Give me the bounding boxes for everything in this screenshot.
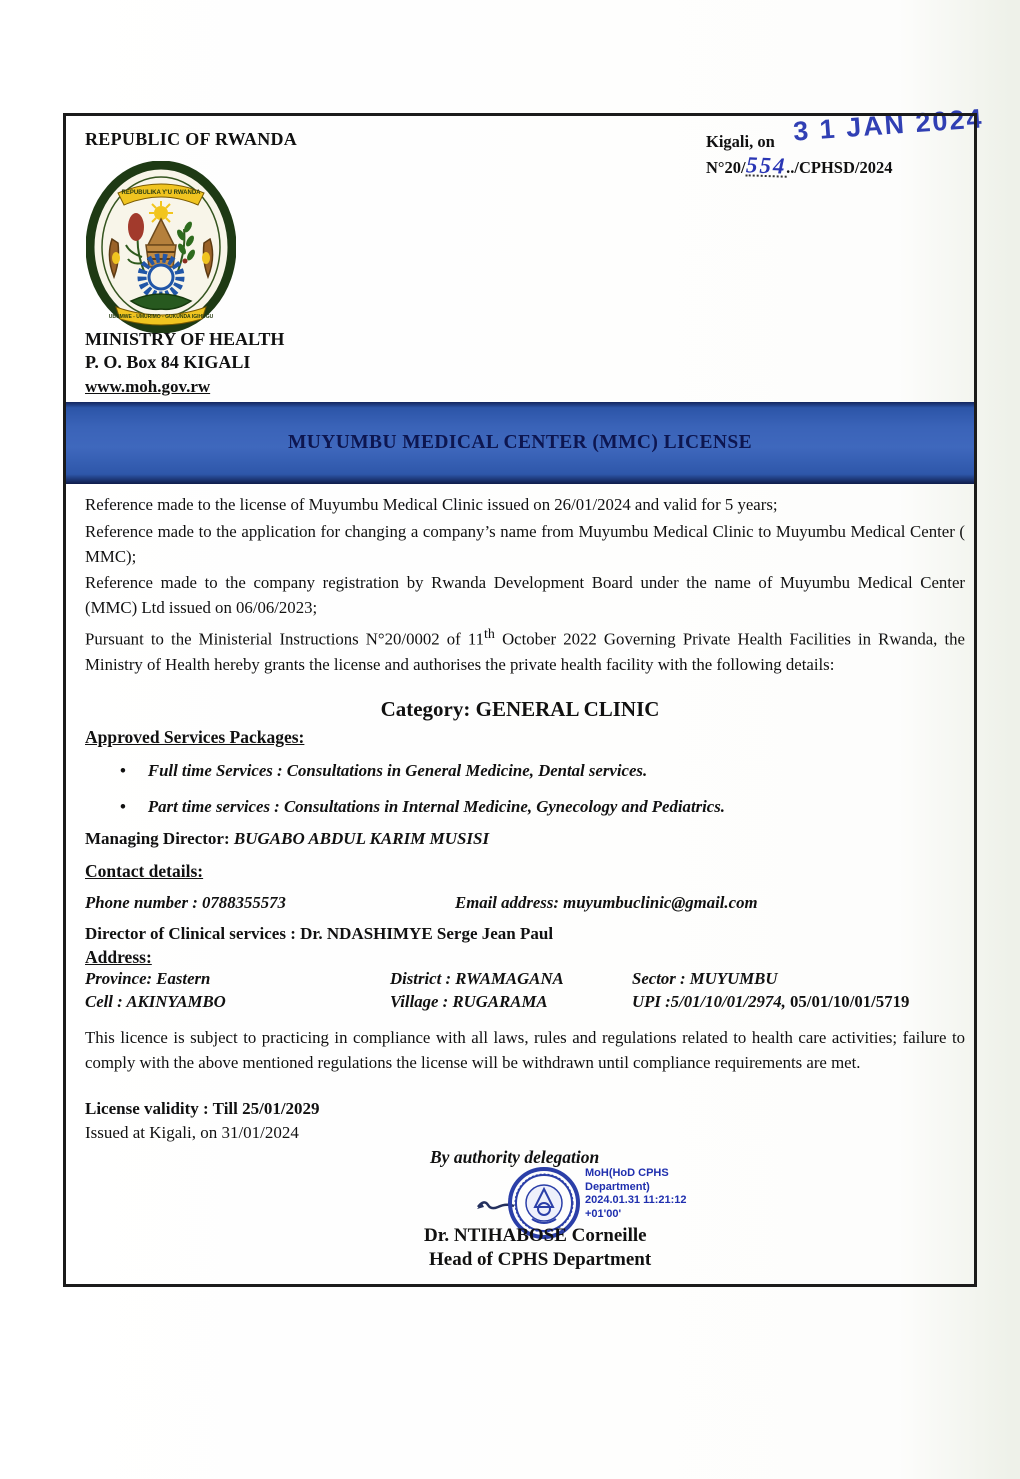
reference-paragraph-3: Reference made to the company registration by Rwanda Development Board under the name of Muyumbu Medical Center (MMC) Ltd issued on 06/06/2023;	[85, 573, 965, 617]
digital-signature-line-2: Department)	[585, 1180, 650, 1193]
digital-signature-line-4: +01'00'	[585, 1207, 622, 1220]
compliance-paragraph: This licence is subject to practicing in compliance with all laws, rules and regulations related to health care activities; failure to comply with the above mentioned regulations the license will be withdrawn until compliance requirements are met.	[85, 1028, 965, 1072]
reference-number-prefix: N°20/	[706, 158, 746, 177]
pursuant-text-post: October 2022 Governing Private Health Facilities in Rwanda, the Ministry of Health hereby grants the license and authorises the private health facility with the following details:	[85, 629, 965, 674]
issued-at-line: Issued at Kigali, on 31/01/2024	[85, 1123, 299, 1142]
kigali-on-label: Kigali, on	[706, 132, 775, 151]
digital-signature-text	[585, 1167, 687, 1221]
reference-paragraph-2: Reference made to the application for changing a company’s name from Muyumbu Medical Clinic to Muyumbu Medical Center ( MMC);	[85, 522, 965, 566]
republic-heading: REPUBLIC OF RWANDA	[85, 129, 298, 149]
reference-number-handwritten: 554	[745, 152, 787, 179]
address-upi-first: UPI :5/01/10/01/2974,	[632, 992, 786, 1011]
category-heading: Category: GENERAL CLINIC	[380, 697, 660, 721]
signatory-title: Head of CPHS Department	[429, 1249, 652, 1270]
reference-number-suffix: ../CPHSD/2024	[786, 158, 893, 177]
license-title: MUYUMBU MEDICAL CENTER (MMC) LICENSE	[288, 432, 752, 453]
contact-details-heading: Contact details:	[85, 861, 204, 881]
by-authority-line: By authority delegation	[430, 1147, 600, 1167]
phone-number-line: Phone number : 0788355573	[85, 893, 286, 912]
digital-signature-line-3: 2024.01.31 11:21:12	[585, 1194, 687, 1206]
address-heading: Address:	[85, 947, 152, 967]
po-box-line: P. O. Box 84 KIGALI	[85, 352, 251, 372]
service-item-full-time: • Full time Services : Consultations in General Medicine, Dental services.	[120, 761, 940, 781]
license-validity-line: License validity : Till 25/01/2029	[85, 1099, 320, 1118]
clinical-director-line: Director of Clinical services : Dr. NDASHIMYE Serge Jean Paul	[85, 924, 554, 943]
address-upi-second: 05/01/10/01/5719	[785, 992, 910, 1011]
rwanda-coat-of-arms	[86, 161, 236, 333]
pursuant-text-pre: Pursuant to the Ministerial Instructions N°20/0002 of 11	[85, 629, 485, 649]
managing-director-name: BUGABO ABDUL KARIM MUSISI	[233, 829, 490, 848]
ministry-heading: MINISTRY OF HEALTH	[85, 329, 285, 349]
reference-number	[706, 152, 893, 179]
pursuant-paragraph	[85, 622, 965, 677]
service-item-part-time: • Part time services : Consultations in Internal Medicine, Gynecology and Pediatrics.	[120, 797, 940, 817]
website-link: www.moh.gov.rw	[85, 377, 211, 396]
emblem-top-banner-text: REPUBULIKA Y'U RWANDA	[121, 190, 201, 196]
managing-director-label: Managing Director:	[85, 829, 230, 848]
emblem-bottom-banner-text: UBUMWE - UMURIMO - GUKUNDA IGIHUGU	[108, 314, 214, 320]
approved-services-heading: Approved Services Packages:	[85, 727, 305, 747]
address-province: Province: Eastern	[85, 969, 211, 988]
digital-signature-line-1: MoH(HoD CPHS	[585, 1167, 669, 1179]
address-cell: Cell : AKINYAMBO	[85, 992, 226, 1011]
address-sector: Sector : MUYUMBU	[632, 969, 778, 988]
email-address-line: Email address: muyumbuclinic@gmail.com	[455, 893, 758, 912]
date-stamp: 3 1 JAN 2024	[792, 103, 985, 147]
signatory-name: Dr. NTIHABOSE Corneille	[424, 1225, 647, 1246]
pursuant-ordinal-suffix: th	[484, 627, 495, 642]
managing-director-line	[85, 829, 489, 849]
address-district: District : RWAMAGANA	[390, 969, 564, 988]
title-banner	[66, 402, 974, 484]
address-village: Village : RUGARAMA	[390, 992, 548, 1011]
address-upi	[632, 992, 909, 1012]
reference-paragraph-1: Reference made to the license of Muyumbu Medical Clinic issued on 26/01/2024 and valid for 5 years;	[85, 495, 778, 514]
